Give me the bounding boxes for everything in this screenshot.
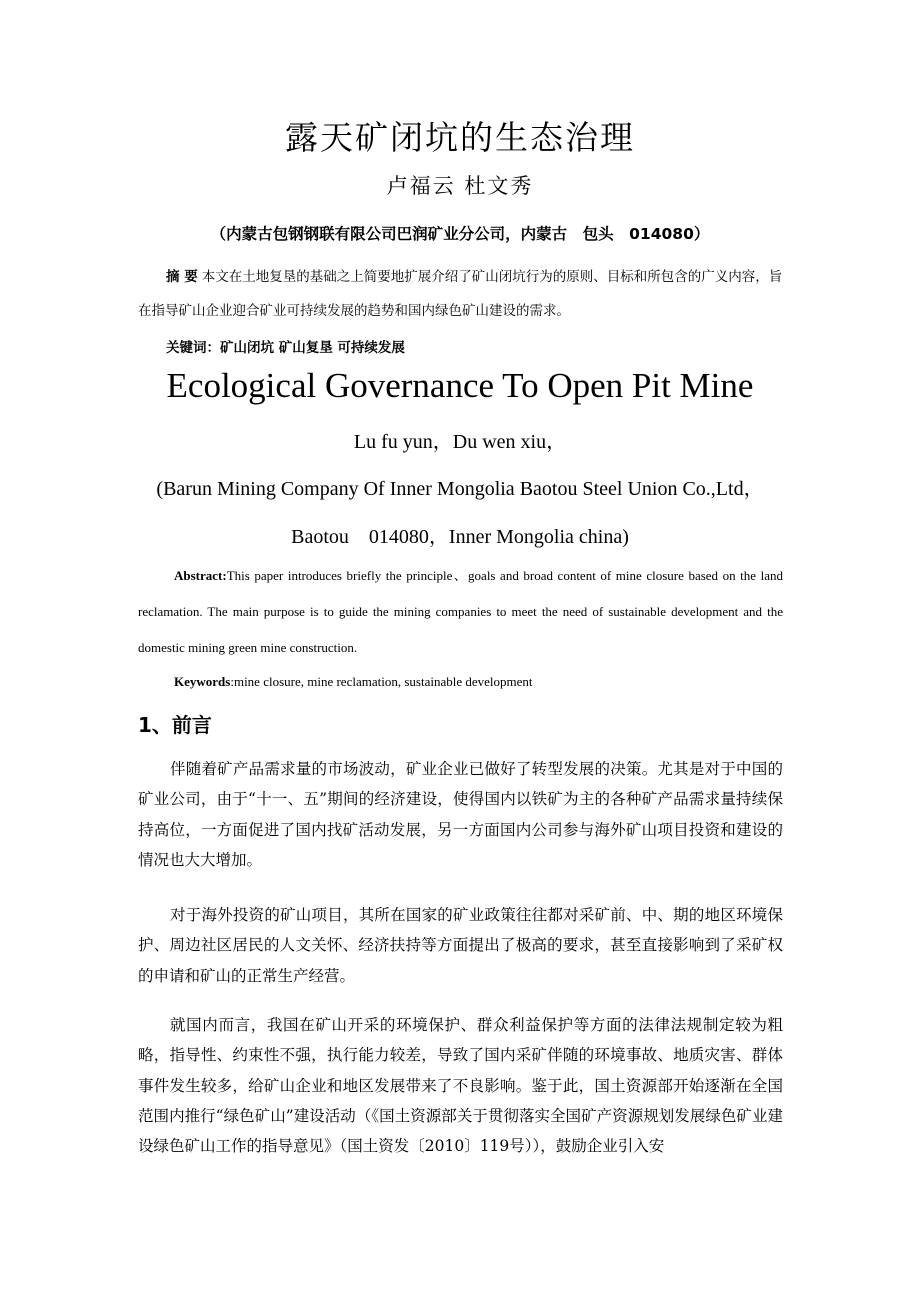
paragraph-text: 伴随着矿产品需求量的市场波动，矿业企业已做好了转型发展的决策。尤其是对于中国的矿业公司，由于“十一、五”期间的经济建设，使得国内以铁矿为主的各种矿产品需求量持续保持高位，一方面促进了国内找矿活动发展，另一方面国内公司参与海外矿山项目投资和建设的情况也大大增加。 (138, 760, 783, 869)
chinese-authors: 卢福云 杜文秀 (386, 174, 534, 198)
english-abstract-text: This paper introduces briefly the principle、goals and broad content of mine closure based on the land reclamation. The main purpose is to guide the mining companies to meet the need of sustainable development and the domestic mining green mine construction. (138, 568, 783, 655)
paragraph-text: 对于海外投资的矿山项目，其所在国家的矿业政策往往都对采矿前、中、期的地区环境保护、周边社区居民的人文关怀、经济扶持等方面提出了极高的要求，甚至直接影响到了采矿权的申请和矿山的正常生产经营。 (138, 906, 783, 985)
english-abstract (138, 558, 783, 666)
chinese-abstract-label: 摘 要 (166, 269, 198, 285)
chinese-affiliation: （内蒙古包钢钢联有限公司巴润矿业分公司，内蒙古 包头 014080） (210, 225, 710, 243)
english-authors: Lu fu yun，Du wen xiu， (353, 431, 567, 453)
english-affiliation-line1: (Barun Mining Company Of Inner Mongolia Baotou Steel Union Co.,Ltd， (156, 478, 764, 500)
paragraph-text: 就国内而言，我国在矿山开采的环境保护、群众利益保护等方面的法律法规制定较为粗略，指导性、约束性不强，执行能力较差，导致了国内采矿伴随的环境事故、地质灾害、群体事件发生较多，给矿山企业和地区发展带来了不良影响。鉴于此，国土资源部开始逐渐在全国范围内推行“绿色矿山”建设活动（《国土资源部关于贯彻落实全国矿产资源规划发展绿色矿业建设绿色矿山工作的指导意见》（国土资发〔2010〕119号）），鼓励企业引入安 (138, 1016, 783, 1156)
english-affiliation-line2: Baotou 014080，Inner Mongolia china) (291, 526, 629, 548)
chinese-abstract-text: 本文在土地复垦的基础之上简要地扩展介绍了矿山闭坑行为的原则、目标和所包含的广义内容，旨在指导矿山企业迎合矿业可持续发展的趋势和国内绿色矿山建设的需求。 (138, 269, 783, 319)
body-paragraph (138, 754, 783, 875)
body-paragraph (138, 1010, 783, 1161)
chinese-title: 露天矿闭坑的生态治理 (285, 118, 635, 157)
section-heading: 1、前言 (138, 713, 212, 737)
chinese-abstract (138, 260, 783, 328)
body-paragraph (138, 900, 783, 991)
english-keywords-label: Keywords (174, 674, 231, 689)
chinese-keywords: 关键词：矿山闭坑 矿山复垦 可持续发展 (166, 340, 405, 356)
english-keywords-text: :mine closure, mine reclamation, sustainable development (230, 674, 533, 689)
english-keywords (174, 674, 533, 690)
english-title: Ecological Governance To Open Pit Mine (166, 366, 754, 405)
english-abstract-label: Abstract: (174, 568, 227, 583)
